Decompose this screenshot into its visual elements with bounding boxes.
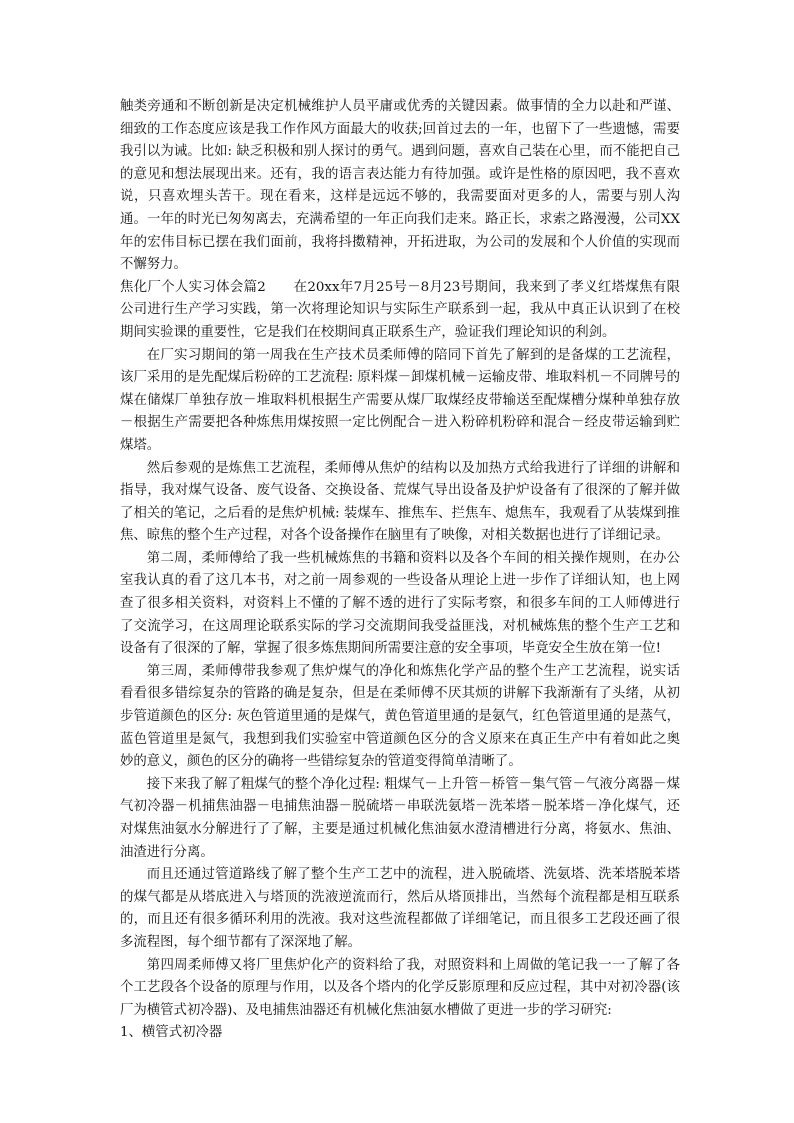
paragraph-6: 第三周，柔师傅带我参观了焦炉煤气的净化和炼焦化学产品的整个生产工艺流程，说实话看看很多错综复杂的管路的确是复杂，但是在柔师傅不厌其烦的讲解下我渐渐有了头绪，从初步管道颜色的区分: 灰色管道里通的是煤气，黄色管道里通的是氨气，红色管道里通的是蒸气，蓝色管道里是氮气，我想到我们实验室中管道颜色区分的含义原来在真正生产中有着如此之奥妙的意义，颜色的区分的确将一些错综复杂的管道变得简单清晰了。: [120, 663, 680, 770]
paragraph-9: 第四周柔师傅又将厂里焦炉化产的资料给了我，对照资料和上周做的笔记我一一了解了各个工艺段各个设备的原理与作用，以及各个塔内的化学反影原理和反应过程，其中对初冷器(该厂为横管式初冷器)、及电捕焦油器还有机械化焦油氨水槽做了更进一步的学习研究:: [120, 957, 680, 1018]
paragraph-2: 焦化厂个人实习体会篇2 在20xx年7月25号－8月23号期间，我来到了孝义红塔煤焦有限公司进行生产学习实践，第一次将理论知识与实际生产联系到一起，我从中真正认识到了在校期间实验课的重要性，它是我们在校期间真正联系生产，验证我们理论知识的利剑。: [120, 279, 680, 340]
paragraph-4: 然后参观的是炼焦工艺流程，柔师傅从焦炉的结构以及加热方式给我进行了详细的讲解和指导，我对煤气设备、废气设备、交换设备、荒煤气导出设备及护炉设备有了很深的了解并做了相关的笔记，之后看的是焦炉机械: 装煤车、推焦车、拦焦车、熄焦车，我观看了从装煤到推焦、晾焦的整个生产过程，对各个设备操作在脑里有了映像，对相关数据也进行了详细记录。: [120, 460, 680, 544]
paragraph-1: 触类旁通和不断创新是决定机械维护人员平庸或优秀的关键因素。做事情的全力以赴和严谨、细致的工作态度应该是我工作作风方面最大的收获;回首过去的一年，也留下了一些遗憾，需要我引以为诫。比如: 缺乏积极和别人探讨的勇气。遇到问题，喜欢自己装在心里，而不能把自己的意见和想法展现出来。还有，我的语言表达能力有待加强。或许是性格的原因吧，我不喜欢说，只喜欢埋头苦干。现在看来，这样是远远不够的，我需要面对更多的人，需要与别人沟通。一年的时光已匆匆离去，充满希望的一年正向我们走来。路正长，求索之路漫漫，公司XX年的宏伟目标已摆在我们面前，我将抖擞精神，开拓进取，为公司的发展和个人价值的实现而不懈努力。: [120, 99, 680, 273]
document-body: [120, 96, 680, 1045]
paragraph-3: 在厂实习期间的第一周我在生产技术员柔师傅的陪同下首先了解到的是备煤的工艺流程，该厂采用的是先配煤后粉碎的工艺流程: 原料煤－卸煤机械－运输皮带、堆取料机－不同牌号的煤在储煤厂单独存放－堆取料机根据生产需要从煤厂取煤经皮带输送至配煤槽分煤种单独存放－根据生产需要把各种炼焦用煤按照一定比例配合－进入粉碎机粉碎和混合－经皮带运输到贮煤塔。: [120, 347, 680, 453]
paragraph-5: 第二周，柔师傅给了我一些机械炼焦的书籍和资料以及各个车间的相关操作规则，在办公室我认真的看了这几本书，对之前一周参观的一些设备从理论上进一步作了详细认知，也上网查了很多相关资料，对资料上不懂的了解不透的进行了实际考察，和很多车间的工人师傅进行了交流学习，在这周理论联系实际的学习交流期间我受益匪浅，对机械炼焦的整个生产工艺和设备有了很深的了解，掌握了很多炼焦期间所需要注意的安全事项，毕竟安全生放在第一位!: [120, 550, 680, 657]
paragraph-8: 而且还通过管道路线了解了整个生产工艺中的流程，进入脱硫塔、洗氨塔、洗苯塔脱苯塔的煤气都是从塔底进入与塔顶的洗液逆流而行，然后从塔顶排出，当然每个流程都是相互联系的，而且还有很多循环利用的洗液。我对这些流程都做了详细笔记，而且很多工艺段还画了很多流程图，每个细节都有了深深地了解。: [120, 867, 680, 950]
list-item-1: 1、横管式初冷器: [120, 1025, 223, 1041]
paragraph-7: 接下来我了解了粗煤气的整个净化过程: 粗煤气－上升管－桥管－集气管－气液分离器－煤气初冷器－机捕焦油器－电捕焦油器－脱硫塔－串联洗氨塔－洗苯塔－脱苯塔－净化煤气，还对煤焦油氨水分解进行了了解，主要是通过机械化焦油氨水澄清槽进行分离，将氨水、焦油、油渣进行分离。: [120, 776, 680, 860]
